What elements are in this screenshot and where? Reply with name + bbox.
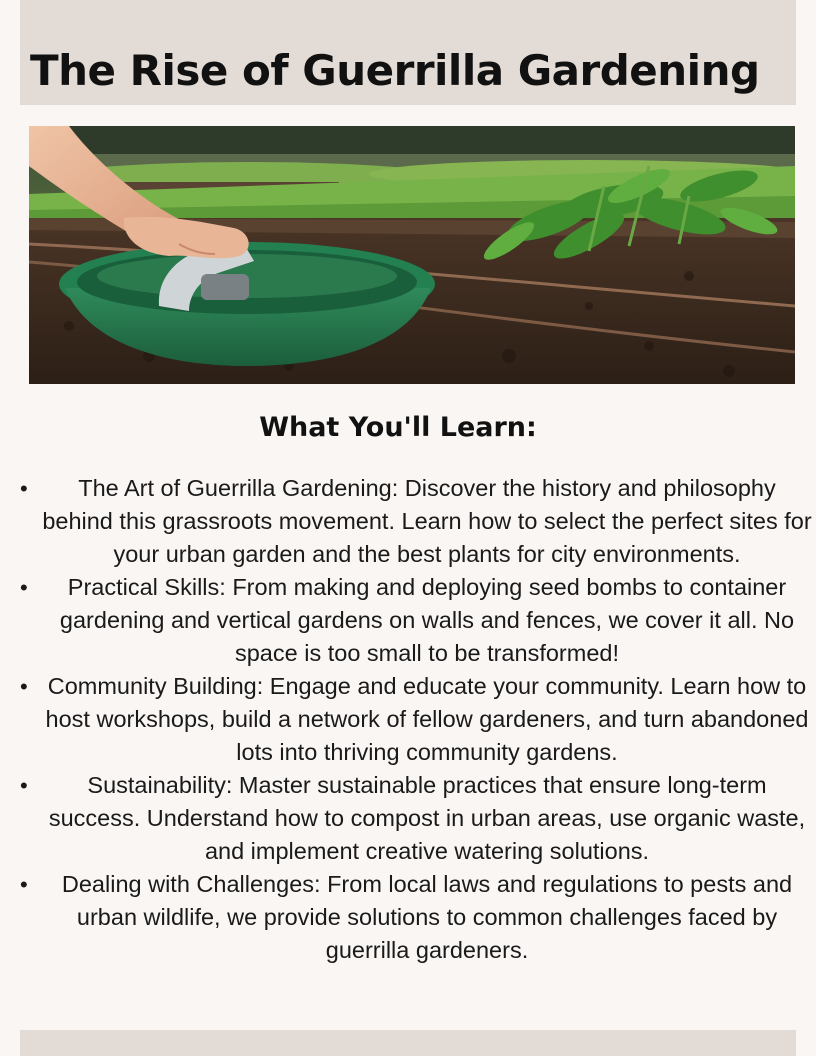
bullet-icon: • (20, 575, 28, 600)
footer-banner (20, 1030, 796, 1056)
bullet-icon: • (20, 674, 28, 699)
hero-image (29, 126, 795, 384)
bullet-icon: • (20, 476, 28, 501)
list-item-text: Sustainability: Master sustainable practices that ensure long-term success. Understand how to compost in urban areas, use organic waste, and implement creative watering solutions. (48, 772, 806, 864)
list-item (20, 868, 812, 967)
list-item (20, 571, 812, 670)
list-item-text: Community Building: Engage and educate your community. Learn how to host workshops, build a network of fellow gardeners, and turn abandoned lots into thriving community gardens. (45, 673, 809, 765)
list-item-text: The Art of Guerrilla Gardening: Discover the history and philosophy behind this grassroots movement. Learn how to select the perfect sites for your urban garden and the best plants for city environments. (42, 475, 812, 567)
list-item (20, 670, 812, 769)
garden-photo-icon (29, 126, 795, 384)
bullet-icon: • (20, 773, 28, 798)
list-item-text: Practical Skills: From making and deploying seed bombs to container gardening and vertical gardens on walls and fences, we cover it all. No space is too small to be transformed! (59, 574, 795, 666)
list-item (20, 472, 812, 571)
list-item (20, 769, 812, 868)
list-item-text: Dealing with Challenges: From local laws and regulations to pests and urban wildlife, we provide solutions to common challenges faced by guerrilla gardeners. (61, 871, 793, 963)
bullet-icon: • (20, 872, 28, 897)
page-title: The Rise of Guerrilla Gardening (30, 46, 760, 95)
section-heading: What You'll Learn: (259, 412, 537, 443)
learn-list (20, 472, 812, 967)
